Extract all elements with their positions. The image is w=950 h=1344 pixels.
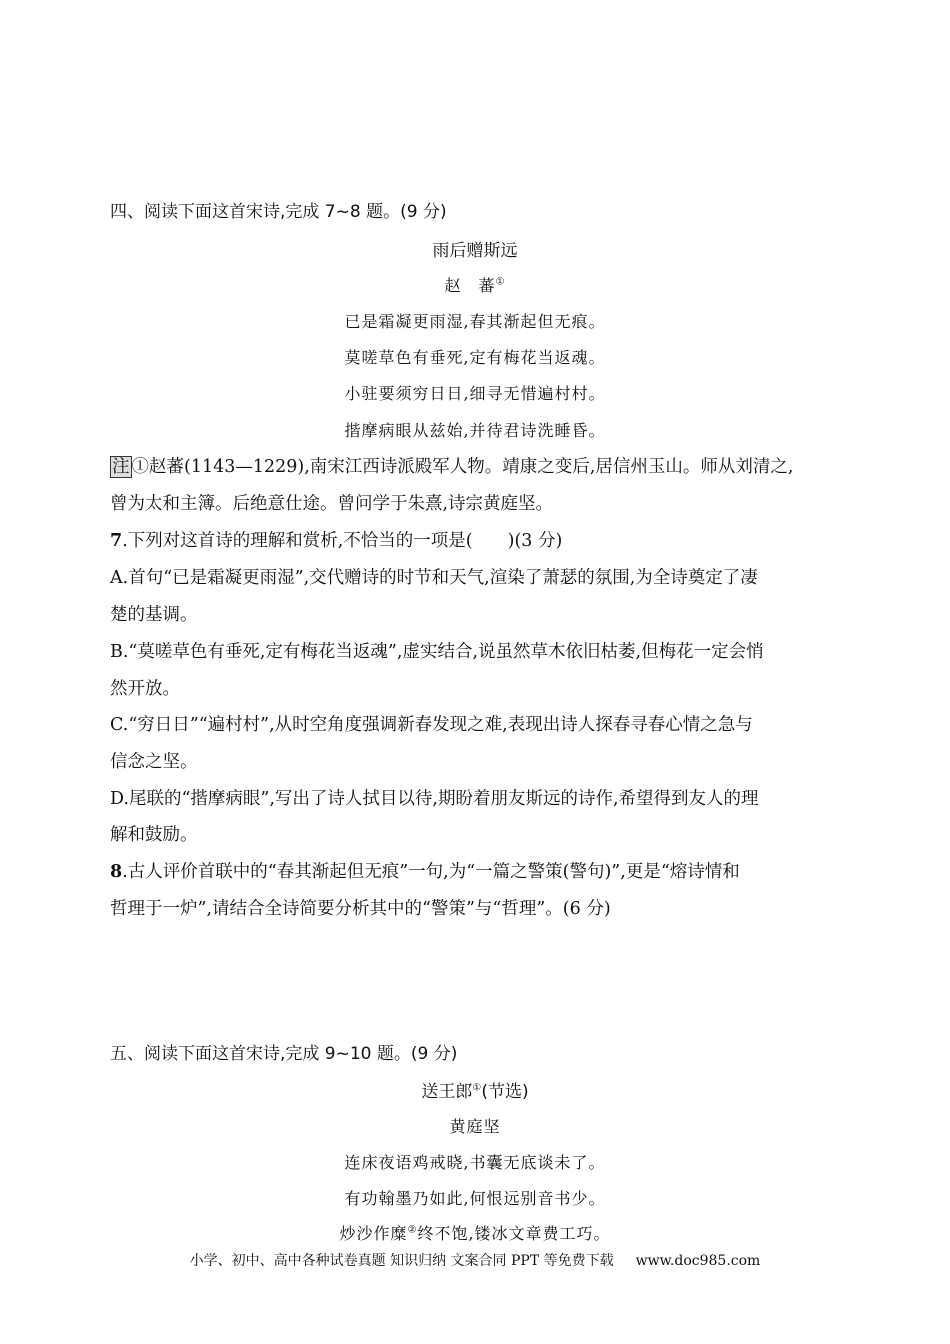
question-8: 8.古人评价首联中的“春其渐起但无痕”一句,为“一篇之警策(警句)”,更是“熔诗情和 bbox=[110, 862, 740, 882]
question-8-cont: 哲理于一炉”,请结合全诗简要分析其中的“警策”与“哲理”。(6 分) bbox=[110, 899, 611, 919]
poem-note-cont: 曾为太和主簿。后绝意仕途。曾问学于朱熹,诗宗黄庭坚。 bbox=[110, 494, 554, 514]
verse-1: 已是霜凝更雨湿,春其渐起但无痕。 bbox=[344, 312, 606, 331]
poem-title: 雨后赠斯远 bbox=[432, 241, 518, 261]
question-7: 7.下列对这首诗的理解和赏析,不恰当的一项是( )(3 分) bbox=[110, 531, 563, 551]
verse-4: 揩摩病眼从兹始,并待君诗洗睡昏。 bbox=[344, 421, 606, 440]
q7-option-d: D.尾联的“揩摩病眼”,写出了诗人拭目以待,期盼着朋友斯远的诗作,希望得到友人的理 bbox=[110, 789, 759, 809]
poem2-title: 送王郎①(节选) bbox=[421, 1082, 529, 1102]
poem-author: 赵 蕃① bbox=[444, 276, 506, 295]
poem2-author: 黄庭坚 bbox=[449, 1117, 501, 1136]
verse-3: 小驻要须穷日日,细寻无惜遍村村。 bbox=[344, 384, 606, 403]
footer-url: www.doc985.com bbox=[635, 1253, 761, 1269]
q7-option-a: A.首句“已是霜凝更雨湿”,交代赠诗的时节和天气,渲染了萧瑟的氛围,为全诗奠定了凄 bbox=[110, 568, 758, 588]
verse3-note-mark: ② bbox=[407, 1224, 418, 1236]
verse-2: 莫嗟草色有垂死,定有梅花当返魂。 bbox=[344, 348, 606, 367]
q7-option-c: C.“穷日日”“遍村村”,从时空角度强调新春发现之难,表现出诗人探春寻春心情之急与 bbox=[110, 715, 753, 735]
q7-option-b: B.“莫嗟草色有垂死,定有梅花当返魂”,虚实结合,说虽然草木依旧枯萎,但梅花一定会悄 bbox=[110, 642, 764, 662]
note-label: 注 bbox=[112, 457, 130, 477]
q7-option-a-cont: 楚的基调。 bbox=[110, 605, 198, 625]
poem2-verse-3: 炒沙作糜②终不饱,镂冰文章费工巧。 bbox=[339, 1224, 611, 1243]
author-note-mark: ① bbox=[495, 276, 506, 288]
q7-option-d-cont: 解和鼓励。 bbox=[110, 825, 198, 845]
footer-text: 小学、初中、高中各种试卷真题 知识归纳 文案合同 PPT 等免费下载 bbox=[189, 1253, 614, 1269]
section4-heading: 四、阅读下面这首宋诗,完成 7~8 题。(9 分) bbox=[110, 202, 447, 222]
poem2-verse-1: 连床夜语鸡戒晓,书囊无底谈未了。 bbox=[344, 1153, 606, 1172]
poem2-verse-2: 有功翰墨乃如此,何恨远别音书少。 bbox=[344, 1189, 606, 1208]
poem2-title-mark: ① bbox=[472, 1082, 482, 1094]
poem-note: 注 ①赵蕃(1143—1229),南宋江西诗派殿军人物。靖康之变后,居信州玉山。师从刘清之, bbox=[112, 457, 794, 477]
page-footer bbox=[0, 1250, 950, 1270]
q7-option-b-cont: 然开放。 bbox=[110, 679, 180, 699]
section5-heading: 五、阅读下面这首宋诗,完成 9~10 题。(9 分) bbox=[110, 1044, 458, 1064]
q7-option-c-cont: 信念之坚。 bbox=[110, 752, 198, 772]
